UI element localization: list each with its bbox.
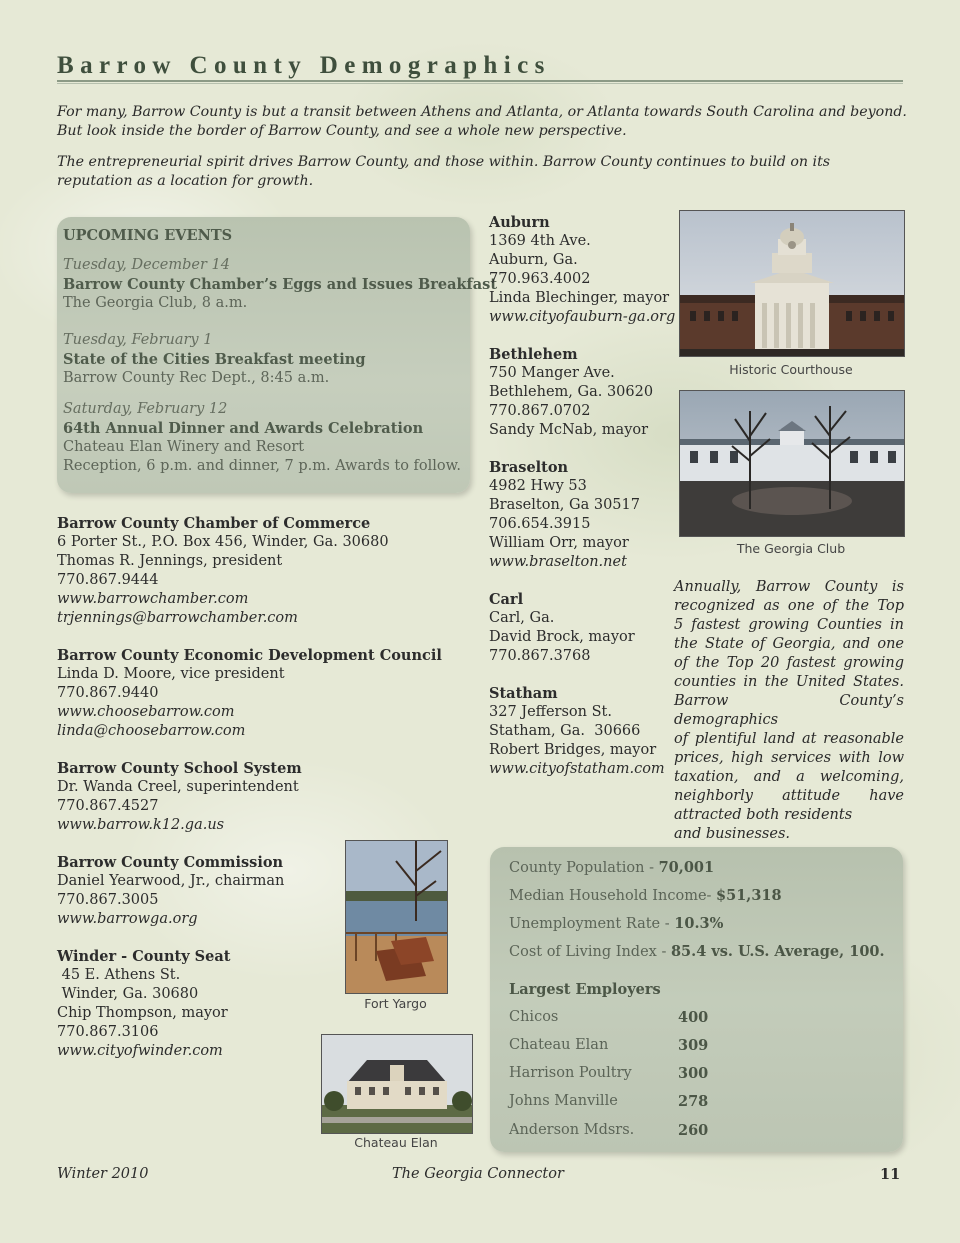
- town-address: 4982 Hwy 53: [489, 478, 587, 494]
- org-contact: Daniel Yearwood, Jr., chairman: [57, 873, 285, 889]
- org-phone: 770.867.9440: [57, 685, 159, 701]
- employer-row: [509, 1093, 809, 1109]
- town-mayor: Robert Bridges, mayor: [489, 742, 657, 758]
- georgia-club-caption: The Georgia Club: [736, 541, 846, 556]
- town-address: 750 Manger Ave.: [489, 365, 615, 381]
- town-address: 327 Jefferson St.: [489, 704, 612, 720]
- event-date: Tuesday, February 1: [63, 332, 213, 348]
- org-name: Winder - County Seat: [57, 948, 231, 965]
- town-website-link[interactable]: www.braselton.net: [489, 554, 627, 570]
- employer-name: Johns Manville: [509, 1093, 618, 1109]
- stat-value: 70,001: [658, 859, 715, 876]
- org-contact: Linda D. Moore, vice president: [57, 666, 285, 682]
- employer-count: 260: [678, 1122, 709, 1139]
- town-city: Carl, Ga.: [489, 610, 555, 626]
- town-bethlehem: [489, 345, 653, 440]
- org-website-link[interactable]: www.barrowchamber.com: [57, 591, 249, 607]
- org-website-link[interactable]: www.choosebarrow.com: [57, 704, 235, 720]
- org-school-system: [57, 759, 302, 835]
- town-phone: 770.867.0702: [489, 403, 591, 419]
- chateau-elan-photo: [321, 1034, 473, 1134]
- quote-line: 5 fastest growing Counties in: [674, 617, 904, 633]
- page-number: 11: [880, 1166, 901, 1183]
- town-mayor: William Orr, mayor: [489, 535, 629, 551]
- chateau-elan-caption: Chateau Elan: [354, 1135, 438, 1150]
- footer-publication: The Georgia Connector: [392, 1166, 564, 1182]
- quote-line: counties in the United States.: [674, 674, 904, 690]
- org-phone: 770.867.4527: [57, 798, 159, 814]
- town-city: Auburn, Ga.: [489, 252, 578, 268]
- org-winder: [57, 947, 230, 1061]
- employer-count: 400: [678, 1009, 709, 1026]
- org-chamber: [57, 514, 389, 628]
- employer-name: Chateau Elan: [509, 1037, 609, 1053]
- event-name: State of the Cities Breakfast meeting: [63, 351, 366, 368]
- town-braselton: [489, 458, 640, 572]
- employer-row: [509, 1065, 809, 1081]
- employers-heading: [509, 981, 661, 998]
- event-item: [63, 256, 497, 313]
- town-name: Statham: [489, 685, 558, 702]
- quote-line: and businesses.: [674, 826, 791, 842]
- event-details: The Georgia Club, 8 a.m.: [63, 295, 248, 311]
- town-name: Carl: [489, 591, 524, 608]
- upcoming-events-box: [57, 217, 498, 493]
- intro-paragraph-1: For many, Barrow County is but a transit between Athens and Atlanta, or Atlanta towards South Carolina and beyond. But look inside the border of Barrow County, and see a whole new perspective.: [57, 104, 907, 139]
- town-mayor: David Brock, mayor: [489, 629, 635, 645]
- org-contact: Thomas R. Jennings, president: [57, 553, 283, 569]
- org-website-link[interactable]: www.barrow.k12.ga.us: [57, 817, 225, 833]
- town-name: Bethlehem: [489, 346, 578, 363]
- fort-yargo-caption: Fort Yargo: [364, 996, 427, 1011]
- event-details: Barrow County Rec Dept., 8:45 a.m.: [63, 370, 330, 386]
- event-name: Barrow County Chamber’s Eggs and Issues Breakfast: [63, 276, 498, 293]
- event-details: Reception, 6 p.m. and dinner, 7 p.m. Awards to follow.: [63, 458, 461, 474]
- org-name: Barrow County Economic Development Council: [57, 647, 442, 664]
- town-auburn: [489, 213, 675, 327]
- employer-count: 278: [678, 1093, 709, 1110]
- employer-row: [509, 1037, 809, 1053]
- org-name: Barrow County School System: [57, 760, 302, 777]
- org-phone: 770.867.3106: [57, 1024, 159, 1040]
- quote-line: attracted both residents: [674, 807, 853, 823]
- georgia-club-photo: [679, 390, 905, 537]
- fort-yargo-photo: [345, 840, 448, 994]
- quote-line: of the Top 20 fastest growing: [674, 655, 904, 671]
- town-phone: 706.654.3915: [489, 516, 591, 532]
- quote-line: prices, high services with low: [674, 750, 904, 766]
- quote-line: of plentiful land at reasonable: [674, 731, 904, 747]
- employer-count: 309: [678, 1037, 709, 1054]
- intro-paragraph-2: The entrepreneurial spirit drives Barrow County, and those within. Barrow County continues to build on its reputation as a location for growth.: [57, 154, 831, 189]
- town-mayor: Linda Blechinger, mayor: [489, 290, 670, 306]
- org-phone: 770.867.9444: [57, 572, 159, 588]
- growth-quote: [674, 578, 904, 844]
- town-city: Bethlehem, Ga. 30620: [489, 384, 654, 400]
- courthouse-photo: [679, 210, 905, 357]
- town-website-link[interactable]: www.cityofauburn-ga.org: [489, 309, 676, 325]
- quote-line: Annually, Barrow County is: [674, 579, 904, 595]
- town-mayor: Sandy McNab, mayor: [489, 422, 649, 438]
- stat-label: Cost of Living Index -: [509, 944, 671, 960]
- stat-value: 10.3%: [674, 915, 724, 932]
- county-stats-box: [490, 847, 903, 1152]
- courthouse-caption: Historic Courthouse: [729, 362, 853, 377]
- stat-value: 85.4 vs. U.S. Average, 100.: [670, 943, 885, 960]
- employer-name: Harrison Poultry: [509, 1065, 632, 1081]
- employers-heading-text: Largest Employers: [509, 981, 661, 998]
- title-rule-thin: [57, 83, 903, 84]
- stat-label: County Population -: [509, 860, 659, 876]
- org-email-link[interactable]: linda@choosebarrow.com: [57, 723, 246, 739]
- town-city: Statham, Ga. 30666: [489, 723, 641, 739]
- town-phone: 770.963.4002: [489, 271, 591, 287]
- event-name: 64th Annual Dinner and Awards Celebration: [63, 420, 424, 437]
- employer-count: 300: [678, 1065, 709, 1082]
- population-stat: [509, 859, 714, 876]
- quote-line: Barrow County’s demographics: [674, 693, 904, 728]
- event-details: Chateau Elan Winery and Resort: [63, 439, 305, 455]
- footer-season: Winter 2010: [57, 1166, 149, 1182]
- org-address: Winder, Ga. 30680: [57, 986, 199, 1002]
- stat-label: Unemployment Rate -: [509, 916, 675, 932]
- town-website-link[interactable]: www.cityofstatham.com: [489, 761, 665, 777]
- org-address: 6 Porter St., P.O. Box 456, Winder, Ga. 30680: [57, 534, 389, 550]
- employer-row: [509, 1122, 809, 1138]
- employer-row: [509, 1009, 809, 1025]
- org-contact: Dr. Wanda Creel, superintendent: [57, 779, 299, 795]
- employer-name: Chicos: [509, 1009, 559, 1025]
- stat-value: $51,318: [716, 887, 782, 904]
- org-phone: 770.867.3005: [57, 892, 159, 908]
- title-rule: [57, 80, 903, 82]
- stat-label: Median Household Income-: [509, 888, 717, 904]
- page-title: Barrow County Demographics: [57, 52, 551, 79]
- org-economic-development: [57, 646, 442, 741]
- quote-line: taxation, and a welcoming,: [674, 769, 904, 785]
- event-item: [63, 331, 365, 388]
- quote-line: the State of Georgia, and one: [674, 636, 904, 652]
- org-name: Barrow County Commission: [57, 854, 284, 871]
- quote-line: neighborly attitude have: [674, 788, 904, 804]
- events-heading: UPCOMING EVENTS: [63, 227, 233, 244]
- org-website-link[interactable]: www.barrowga.org: [57, 911, 198, 927]
- town-name: Auburn: [489, 214, 550, 231]
- town-phone: 770.867.3768: [489, 648, 591, 664]
- town-address: 1369 4th Ave.: [489, 233, 591, 249]
- event-date: Tuesday, December 14: [63, 257, 230, 273]
- unemployment-stat: [509, 915, 723, 932]
- employer-name: Anderson Mdsrs.: [509, 1122, 635, 1138]
- quote-line: recognized as one of the Top: [674, 598, 904, 614]
- event-item: [63, 400, 461, 476]
- org-contact: Chip Thompson, mayor: [57, 1005, 228, 1021]
- town-carl: [489, 590, 635, 666]
- event-date: Saturday, February 12: [63, 401, 228, 417]
- town-name: Braselton: [489, 459, 569, 476]
- org-commission: [57, 853, 284, 929]
- town-statham: [489, 684, 665, 779]
- town-city: Braselton, Ga 30517: [489, 497, 640, 513]
- cost-of-living-stat: [509, 943, 885, 960]
- org-address: 45 E. Athens St.: [57, 967, 181, 983]
- income-stat: [509, 887, 782, 904]
- org-email-link[interactable]: trjennings@barrowchamber.com: [57, 610, 298, 626]
- org-name: Barrow County Chamber of Commerce: [57, 515, 371, 532]
- org-website-link[interactable]: www.cityofwinder.com: [57, 1043, 223, 1059]
